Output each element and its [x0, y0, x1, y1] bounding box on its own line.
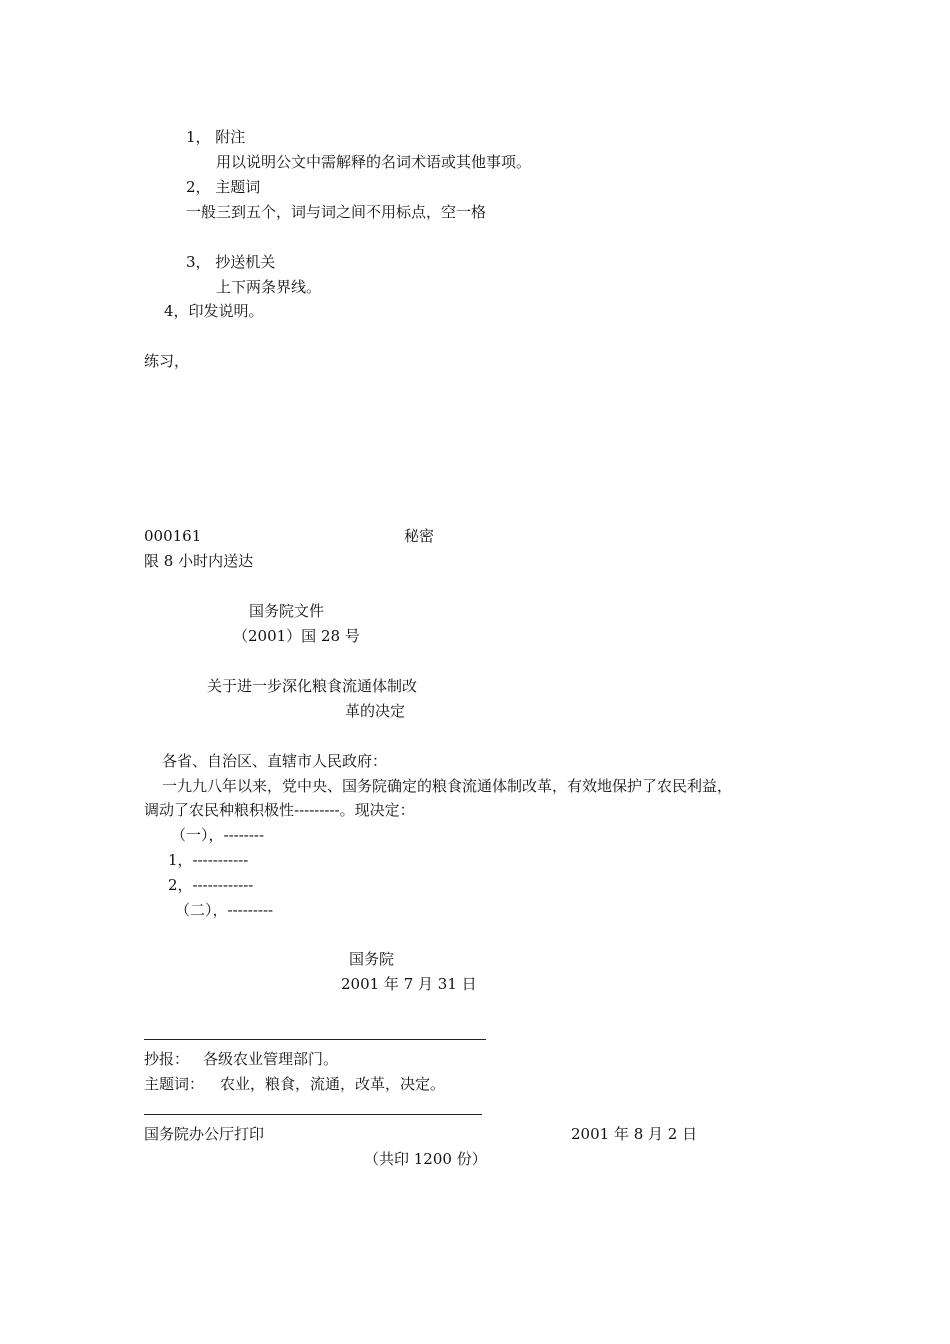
exercise-label: 练习， [144, 352, 190, 370]
note-2-label: 2， 主题词 [186, 178, 261, 196]
addressee: 各省、自治区、直辖市人民政府： [162, 752, 388, 770]
doc-number: （2001）国 28 号 [233, 627, 360, 645]
print-date: 2001 年 8 月 2 日 [571, 1125, 698, 1143]
bottom-divider [144, 1114, 482, 1115]
top-divider [144, 1039, 486, 1040]
issuer: 国务院文件 [249, 602, 325, 620]
serial-number: 000161 [144, 527, 202, 545]
cc-value: 各级农业管理部门。 [203, 1050, 339, 1068]
note-2-desc: 一般三到五个，词与词之间不用标点，空一格 [186, 203, 487, 221]
note-4-label: 4，印发说明。 [164, 302, 264, 320]
body-line-2: 调动了农民种粮积极性---------。现决定： [144, 801, 415, 819]
item-3: 2，------------ [168, 876, 254, 894]
copies: （共印 1200 份） [364, 1150, 487, 1168]
signature: 国务院 [349, 950, 395, 968]
printer: 国务院办公厅打印 [144, 1125, 265, 1143]
doc-title-line-2: 革的决定 [345, 702, 406, 720]
note-1-label: 1， 附注 [186, 128, 246, 146]
note-3-label: 3， 抄送机关 [186, 253, 276, 271]
keywords-value: 农业，粮食，流通，改革，决定。 [220, 1075, 446, 1093]
note-1-desc: 用以说明公文中需解释的名词术语或其他事项。 [216, 153, 532, 171]
item-1: （一），-------- [171, 826, 265, 844]
keywords-label: 主题词： [144, 1075, 205, 1093]
cc-label: 抄报： [144, 1050, 190, 1068]
body-line-1: 一九九八年以来，党中央、国务院确定的粮食流通体制改革，有效地保护了农民利益， [162, 777, 733, 795]
note-3-desc: 上下两条界线。 [216, 278, 322, 296]
item-2: 1，----------- [168, 851, 249, 869]
item-4: （二），--------- [175, 901, 274, 919]
sign-date: 2001 年 7 月 31 日 [341, 975, 477, 993]
urgency: 限 8 小时内送达 [144, 552, 254, 570]
secret-level: 秘密 [404, 527, 435, 545]
doc-title-line-1: 关于进一步深化粮食流通体制改 [207, 677, 418, 695]
